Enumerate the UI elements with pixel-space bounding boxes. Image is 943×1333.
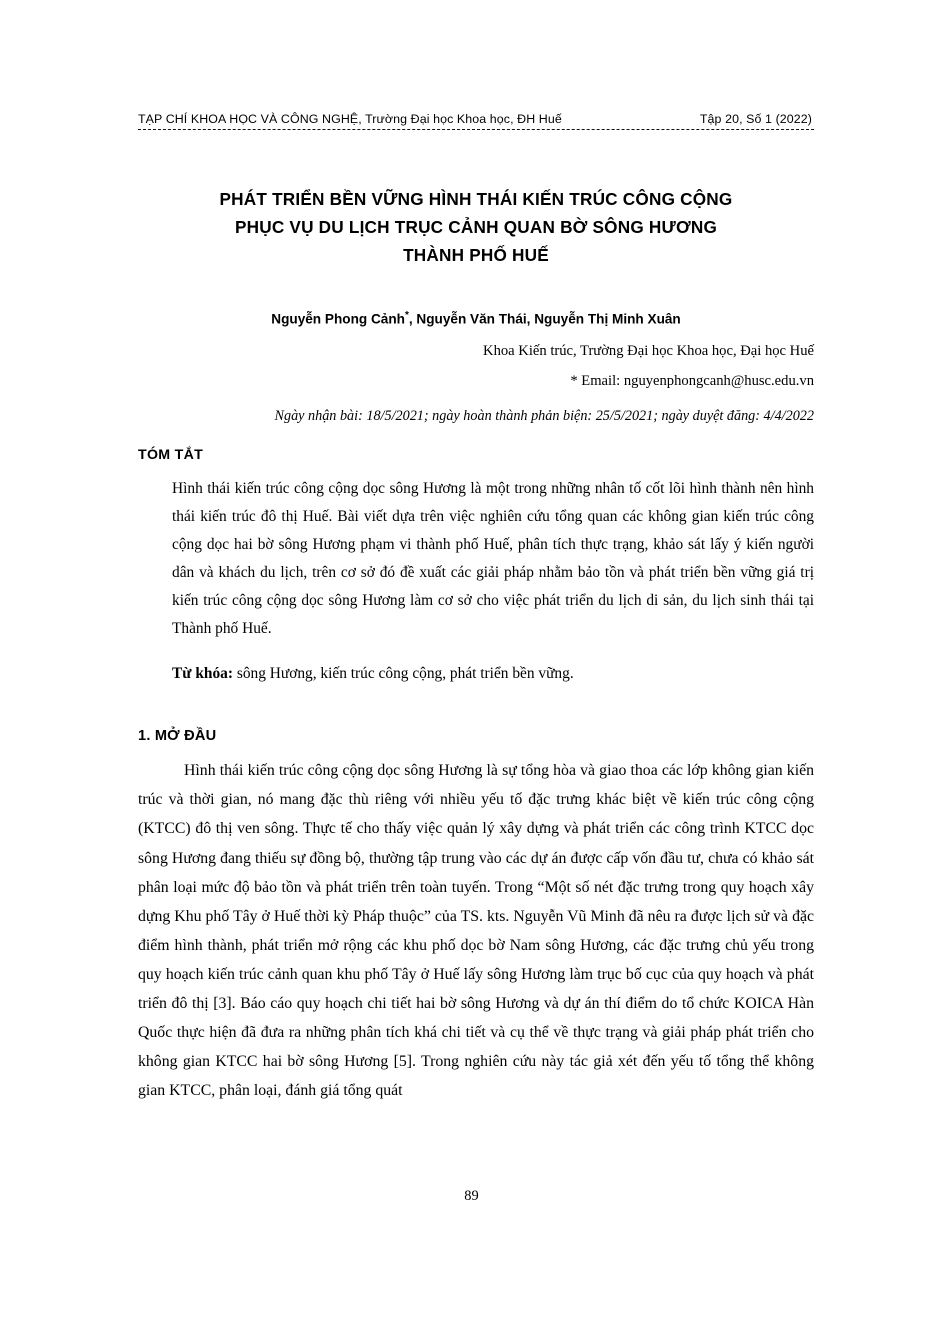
page-number: 89 <box>464 1188 479 1204</box>
section-heading-1: 1. MỞ ĐẦU <box>138 728 217 745</box>
issue-info: Tập 20, Số 1 (2022) <box>699 112 812 126</box>
title-line-2: PHỤC VỤ DU LỊCH TRỤC CẢNH QUAN BỜ SÔNG HƯƠNG <box>234 216 718 237</box>
running-head <box>138 112 814 126</box>
author-first: Nguyễn Phong Cảnh <box>271 311 405 327</box>
section-1-paragraph: Hình thái kiến trúc công cộng dọc sông Hương là sự tổng hòa và giao thoa các lớp không gian kiến trúc và thời gian, nó mang đặc thù riêng với nhiều yếu tố đặc trưng khác biệt về kiến trúc công cộng (KTCC) đô thị ven sông. Thực tế cho thấy việc quản lý xây dựng và phát triển các công trình KTCC dọc sông Hương đang thiếu sự đồng bộ, thường tập trung vào các dự án được cấp vốn đầu tư, chưa có khảo sát phân loại mức độ bảo tồn và phát triển trên toàn tuyến. Trong “Một số nét đặc trưng trong quy hoạch xây dựng Khu phố Tây ở Huế thời kỳ Pháp thuộc” của TS. kts. Nguyễn Vũ Minh đã nêu ra được lịch sử và đặc điểm hình thành, phát triển mở rộng các khu phố dọc bờ Nam sông Hương, các đặc trưng chủ yếu trong quy hoạch kiến trúc cảnh quan khu phố Tây ở Huế lấy sông Hương làm trục bố cục của quy hoạch và phát triển đô thị [3]. Báo cáo quy hoạch chi tiết hai bờ sông Hương và dự án thí điểm do tổ chức KOICA Hàn Quốc thực hiện đã đưa ra những phân tích khá chi tiết và cụ thể về thực trạng và giải pháp phát triển cho không gian KTCC hai bờ sông Hương [5]. Trong nghiên cứu này tác giả xét đến yếu tố tổng thể không gian KTCC, phân loại, đánh giá tổng quát <box>138 762 814 1100</box>
title-line-1: PHÁT TRIỂN BỀN VỮNG HÌNH THÁI KIẾN TRÚC CÔNG CỘNG <box>219 189 733 209</box>
page-content <box>138 112 814 1105</box>
authors-rest: , Nguyễn Văn Thái, Nguyễn Thị Minh Xuân <box>408 311 681 327</box>
author-list <box>138 310 814 327</box>
keywords-label: Từ khóa: <box>172 665 233 683</box>
affiliation: Khoa Kiến trúc, Trường Đại học Khoa học, Đại học Huế <box>483 343 814 360</box>
corresponding-marker: * <box>404 309 409 321</box>
submission-dates: Ngày nhận bài: 18/5/2021; ngày hoàn thành phản biện: 25/5/2021; ngày duyệt đăng: 4/4/2022 <box>274 408 814 425</box>
keywords <box>172 660 814 688</box>
article-title <box>138 186 814 270</box>
keywords-value: sông Hương, kiến trúc công cộng, phát triển bền vững. <box>232 665 574 683</box>
journal-name: TẠP CHÍ KHOA HỌC VÀ CÔNG NGHỆ, Trường Đại học Khoa học, ĐH Huế <box>138 112 562 126</box>
header-divider <box>138 129 814 130</box>
title-line-3: THÀNH PHỐ HUẾ <box>403 244 549 265</box>
abstract-text: Hình thái kiến trúc công cộng dọc sông Hương là một trong những nhân tố cốt lõi hình thành nên hình thái kiến trúc đô thị Huế. Bài viết dựa trên việc nghiên cứu tổng quan các không gian kiến trúc công cộng dọc hai bờ sông Hương phạm vi thành phố Huế, phân tích thực trạng, khảo sát lấy ý kiến người dân và khách du lịch, trên cơ sở đó đề xuất các giải pháp nhằm bảo tồn và phát triển bền vững giá trị kiến trúc công cộng dọc sông Hương làm cơ sở cho việc phát triển du lịch di sản, du lịch sinh thái tại Thành phố Huế. <box>172 480 814 638</box>
abstract-heading: TÓM TẮT <box>138 447 204 464</box>
corresponding-email: * Email: nguyenphongcanh@husc.edu.vn <box>570 373 814 390</box>
